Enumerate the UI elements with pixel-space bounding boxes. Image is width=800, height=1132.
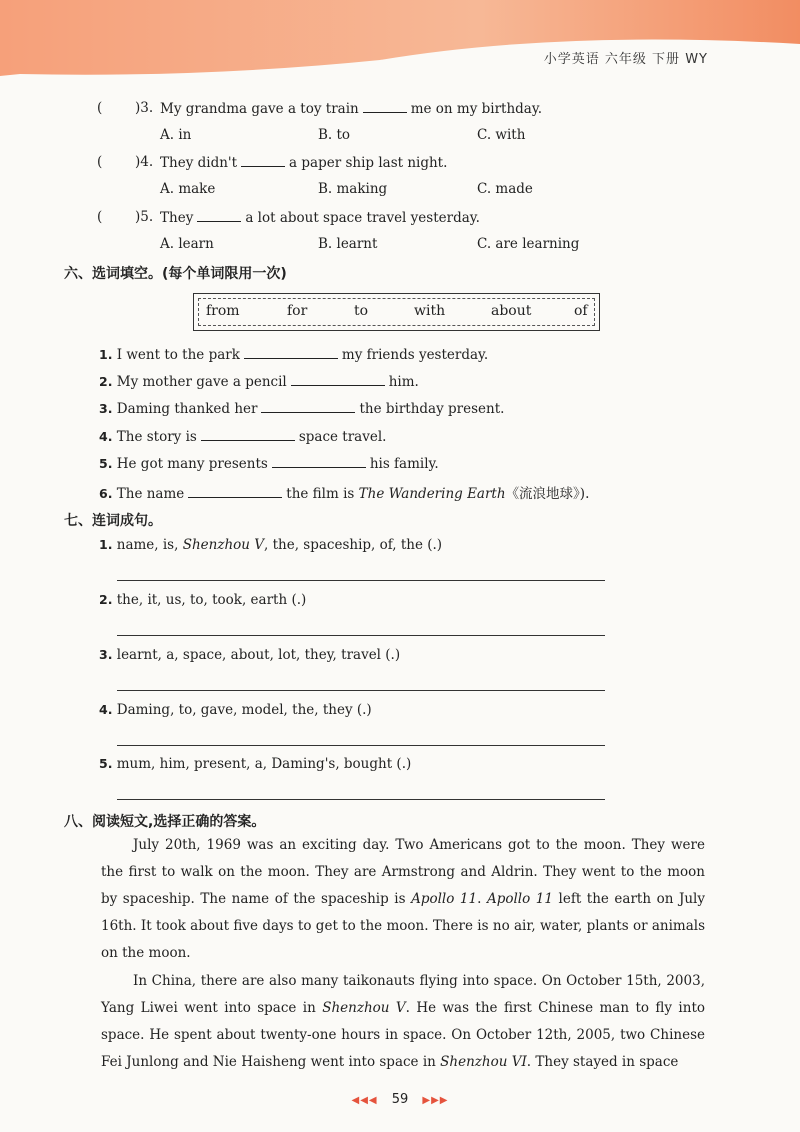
word-bank-item: from <box>206 303 240 319</box>
answer-paren[interactable]: ( <box>97 209 103 225</box>
option-b[interactable]: B. learnt <box>318 236 378 252</box>
blank[interactable] <box>291 373 385 386</box>
option-a[interactable]: A. learn <box>160 236 214 252</box>
fill-item-4: 4. The story is space travel. <box>99 429 387 445</box>
question-text: My grandma gave a toy train me on my birthday. <box>160 101 542 117</box>
word-bank-border <box>198 298 595 326</box>
fill-item-3: 3. Daming thanked her the birthday present. <box>99 401 505 417</box>
word-bank-item: of <box>574 303 588 319</box>
answer-line[interactable] <box>117 799 605 800</box>
question-number: )4. <box>135 154 154 170</box>
option-a[interactable]: A. in <box>160 127 192 143</box>
option-b[interactable]: B. making <box>318 181 388 197</box>
fill-item-5: 5. He got many presents his family. <box>99 456 439 472</box>
answer-paren[interactable]: ( <box>97 100 103 116</box>
option-c[interactable]: C. made <box>477 181 533 197</box>
header-title: 小学英语 六年级 下册 WY <box>543 52 708 67</box>
word-bank-item: with <box>414 303 446 319</box>
reorder-item-5: 5. mum, him, present, a, Daming's, bought (.) <box>99 756 412 772</box>
option-c[interactable]: C. are learning <box>477 236 580 252</box>
page-number: 59 <box>391 1092 409 1107</box>
fill-item-1: 1. I went to the park my friends yesterday. <box>99 347 489 363</box>
word-bank-item: about <box>491 303 532 319</box>
blank[interactable] <box>197 209 241 222</box>
reorder-item-1: 1. name, is, Shenzhou V, the, spaceship, of, the (.) <box>99 537 443 553</box>
passage-paragraph-1: July 20th, 1969 was an exciting day. Two Americans got to the moon. They were the first to walk on the moon. They are Armstrong and Aldrin. They went to the moon by spaceship. The name of the spaceship is Apollo 11. Apollo 11 left the earth on July 16th. It took about five days to get to the moon. There is no air, water, plants or animals on the moon. <box>101 837 705 961</box>
option-b[interactable]: B. to <box>318 127 351 143</box>
option-c[interactable]: C. with <box>477 127 526 143</box>
fill-item-6: 6. The name the film is The Wandering Earth《流浪地球》). <box>99 486 590 502</box>
word-bank <box>193 293 600 331</box>
blank[interactable] <box>201 428 295 441</box>
option-a[interactable]: A. make <box>160 181 216 197</box>
passage-paragraph-2: In China, there are also many taikonauts flying into space. On October 15th, 2003, Yang Liwei went into space in Shenzhou V. He was the first Chinese man to fly into space. He spent about twenty-one hours in space. On October 12th, 2005, two Chinese Fei Junlong and Nie Haisheng went into space in Shenzhou VI. They stayed in space <box>101 973 705 1070</box>
answer-line[interactable] <box>117 690 605 691</box>
question-text: They a lot about space travel yesterday. <box>160 210 480 226</box>
blank[interactable] <box>188 485 282 498</box>
blank[interactable] <box>261 400 355 413</box>
answer-line[interactable] <box>117 580 605 581</box>
header-band <box>0 0 800 80</box>
reorder-item-3: 3. learnt, a, space, about, lot, they, travel (.) <box>99 647 401 663</box>
blank[interactable] <box>241 154 285 167</box>
next-arrows-icon: ▶▶▶ <box>422 1095 449 1106</box>
section-7-title: 七、连词成句。 <box>64 513 162 529</box>
blank[interactable] <box>272 455 366 468</box>
reorder-item-2: 2. the, it, us, to, took, earth (.) <box>99 592 307 608</box>
question-text: They didn't a paper ship last night. <box>160 155 448 171</box>
word-bank-item: for <box>287 303 308 319</box>
question-number: )3. <box>135 100 154 116</box>
answer-line[interactable] <box>117 635 605 636</box>
fill-item-2: 2. My mother gave a pencil him. <box>99 374 419 390</box>
blank[interactable] <box>363 100 407 113</box>
reorder-item-4: 4. Daming, to, gave, model, the, they (.) <box>99 702 372 718</box>
section-6-title: 六、选词填空。(每个单词限用一次) <box>64 266 287 282</box>
page-footer <box>0 1092 800 1107</box>
blank[interactable] <box>244 346 338 359</box>
word-bank-item: to <box>354 303 369 319</box>
answer-line[interactable] <box>117 745 605 746</box>
answer-paren[interactable]: ( <box>97 154 103 170</box>
prev-arrows-icon: ◀◀◀ <box>351 1095 378 1106</box>
question-number: )5. <box>135 209 154 225</box>
section-8-title: 八、阅读短文,选择正确的答案。 <box>64 814 266 830</box>
